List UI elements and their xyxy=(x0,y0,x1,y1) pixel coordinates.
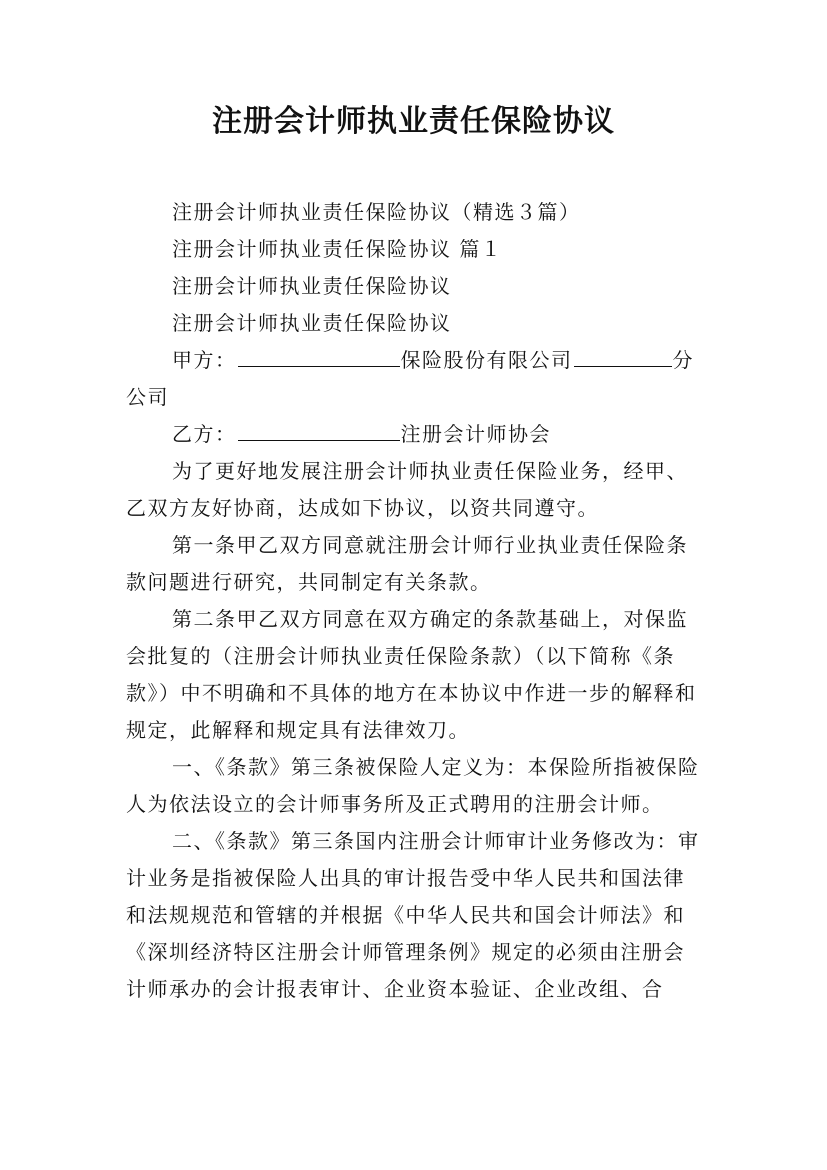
paragraph-subtitle: 注册会计师执业责任保险协议（精选３篇） xyxy=(172,200,581,224)
paragraph-party-b xyxy=(126,416,706,453)
paragraph-article-1: 第一条甲乙双方同意就注册会计师行业执业责任保险条款问题进行研究，共同制定有关条款。 xyxy=(126,533,688,594)
paragraph-party-a xyxy=(126,342,706,416)
party-a-label: 甲方： xyxy=(172,348,237,372)
paragraph-clause-2: 二、《条款》第三条国内注册会计师审计业务修改为：审计业务是指被保险人出具的审计报告受中华人民共和国法律和法规规范和管辖的并根据《中华人民共和国会计师法》和《深圳经济特区注册会计师管理条例》规定的必须由注册会计师承办的会计报表审计、企业资本验证、企业改组、合 xyxy=(126,829,700,1001)
party-b-label: 乙方： xyxy=(172,422,237,446)
blank-line xyxy=(238,346,400,367)
paragraph-preamble: 为了更好地发展注册会计师执业责任保险业务，经甲、乙双方友好协商，达成如下协议，以资共同遵守。 xyxy=(126,459,688,520)
party-a-branch: 分公司 xyxy=(126,348,694,409)
paragraph-article-2: 第二条甲乙双方同意在双方确定的条款基础上，对保监会批复的（注册会计师执业责任保险条款）（以下简称《条款》）中不明确和不具体的地方在本协议中作进一步的解释和规定，此解释和规定具有法律效刀。 xyxy=(126,607,697,742)
document-body xyxy=(126,194,706,1008)
paragraph-clause-1: 一、《条款》第三条被保险人定义为：本保险所指被保险人为依法设立的会计师事务所及正式聘用的注册会计师。 xyxy=(126,755,700,816)
blank-line xyxy=(574,346,672,367)
party-b-association: 注册会计师协会 xyxy=(400,422,551,446)
paragraph-section-heading: 注册会计师执业责任保险协议 篇１ xyxy=(172,237,503,261)
blank-line xyxy=(238,420,400,441)
paragraph-heading-2: 注册会计师执业责任保险协议 xyxy=(172,311,452,335)
party-a-company: 保险股份有限公司 xyxy=(400,348,573,372)
paragraph-heading-1: 注册会计师执业责任保险协议 xyxy=(172,274,452,298)
document-title: 注册会计师执业责任保险协议 xyxy=(212,104,615,139)
